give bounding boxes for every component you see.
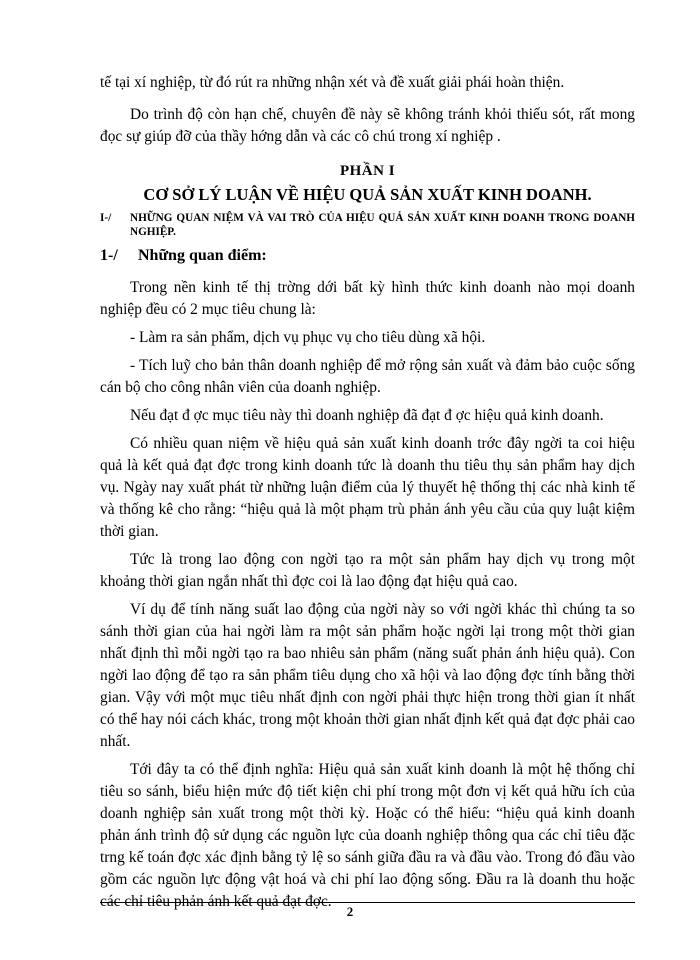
document-page: [100, 72, 635, 913]
body-paragraph-3: - Tích luỹ cho bản thân doanh nghiệp để mở rộng sản xuất và đảm bảo cuộc sống cán bộ cho công nhân viên của doanh nghiệp.: [100, 357, 635, 396]
section-number: I-/: [100, 212, 112, 224]
footer-divider: [100, 902, 635, 903]
section-title: NHỮNG QUAN NIỆM VÀ VAI TRÒ CỦA HIỆU QUẢ SẢN XUẤT KINH DOANH TRONG DOANH NGHIỆP.: [130, 212, 635, 238]
intro-paragraph-2: Do trình độ còn hạn chế, chuyên đề này sẽ không tránh khỏi thiếu sót, rất mong đọc sự giúp đỡ của thầy hớng dẫn và các cô chú trong xí nghiệp .: [100, 106, 635, 145]
body-paragraph-4: Nếu đạt đ ợc mục tiêu này thì doanh nghiệp đã đạt đ ợc hiệu quả kinh doanh.: [130, 407, 604, 424]
body-paragraph-7: Ví dụ để tính năng suất lao động của ngời này so với ngời khác thì chúng ta so sánh thời gian của hai ngời làm ra một sản phẩm hoặc ngời lại trong một thời gian nhất định thì mỗi ngời tạo ra bao nhiêu sản phẩm (năng suất phản ánh hiệu quả). Con ngời lao động để tạo ra sản phẩm tiêu dụng cho xã hội và lao động đợc tính bằng thời gian. Vậy với một mục tiêu nhất định con ngời phải thực hiện trong thời gian ít nhất có thể hay nói cách khác, trong một khoản thời gian nhất định kết quả đạt đợc phải cao nhất.: [100, 601, 635, 750]
subsection-title: Những quan điểm:: [138, 247, 267, 264]
part-label: PHẦN I: [339, 163, 396, 179]
page-number: 2: [346, 904, 354, 919]
body-paragraph-6: Tức là trong lao động con ngời tạo ra một sản phẩm hay dịch vụ trong một khoảng thời gian ngắn nhất thì đợc coi là lao động đạt hiệu quả cao.: [100, 551, 635, 590]
body-paragraph-2: - Làm ra sản phẩm, dịch vụ phục vụ cho tiêu dùng xã hội.: [130, 329, 486, 346]
body-paragraph-5: Có nhiều quan niệm về hiệu quả sản xuất kinh doanh trớc đây ngời ta coi hiệu quả là kết quả đạt đợc trong kinh doanh tức là doanh thu tiêu thụ sản phẩm hay dịch vụ. Ngày nay xuất phát từ những luận điểm của lý thuyết hệ thống thị các nhà kinh tế và thống kê cho rằng: “hiệu quả là một phạm trù phản ánh yêu cầu của quy luật kiệm thời gian.: [100, 435, 635, 540]
body-paragraph-8: Tới đây ta có thể định nghĩa: Hiệu quả sản xuất kinh doanh là một hệ thống chỉ tiêu so sánh, biểu hiện mức độ tiết kiện chi phí trong một đơn vị kết quả hữu ích của doanh nghiệp sản xuất trong một thời kỳ. Hoặc có thể hiểu: “hiệu quả kinh doanh phản ánh trình độ sử dụng các nguồn lực của doanh nghiệp thông qua các chỉ tiêu đặc trng kế toán đợc xác định bằng tỷ lệ so sánh giữa đầu ra và đầu vào. Trong đó đầu vào gồm các nguồn lực động vật hoá và chi phí lao động sống. Đầu ra là doanh thu hoặc các chỉ tiêu phản ánh kết quả đạt đợc.: [100, 761, 635, 910]
intro-paragraph-1: tế tại xí nghiệp, từ đó rút ra những nhận xét và đề xuất giải phái hoàn thiện.: [100, 74, 565, 91]
section-heading: [100, 211, 635, 239]
subsection-number: 1-/: [100, 247, 118, 264]
subsection-heading: [100, 245, 635, 267]
body-paragraph-1: Trong nền kinh tế thị trờng dới bất kỳ hình thức kinh doanh nào mọi doanh nghiệp đều có 2 mục tiêu chung là:: [100, 279, 635, 318]
part-title: CƠ SỞ LÝ LUẬN VỀ HIỆU QUẢ SẢN XUẤT KINH DOANH.: [143, 185, 592, 204]
